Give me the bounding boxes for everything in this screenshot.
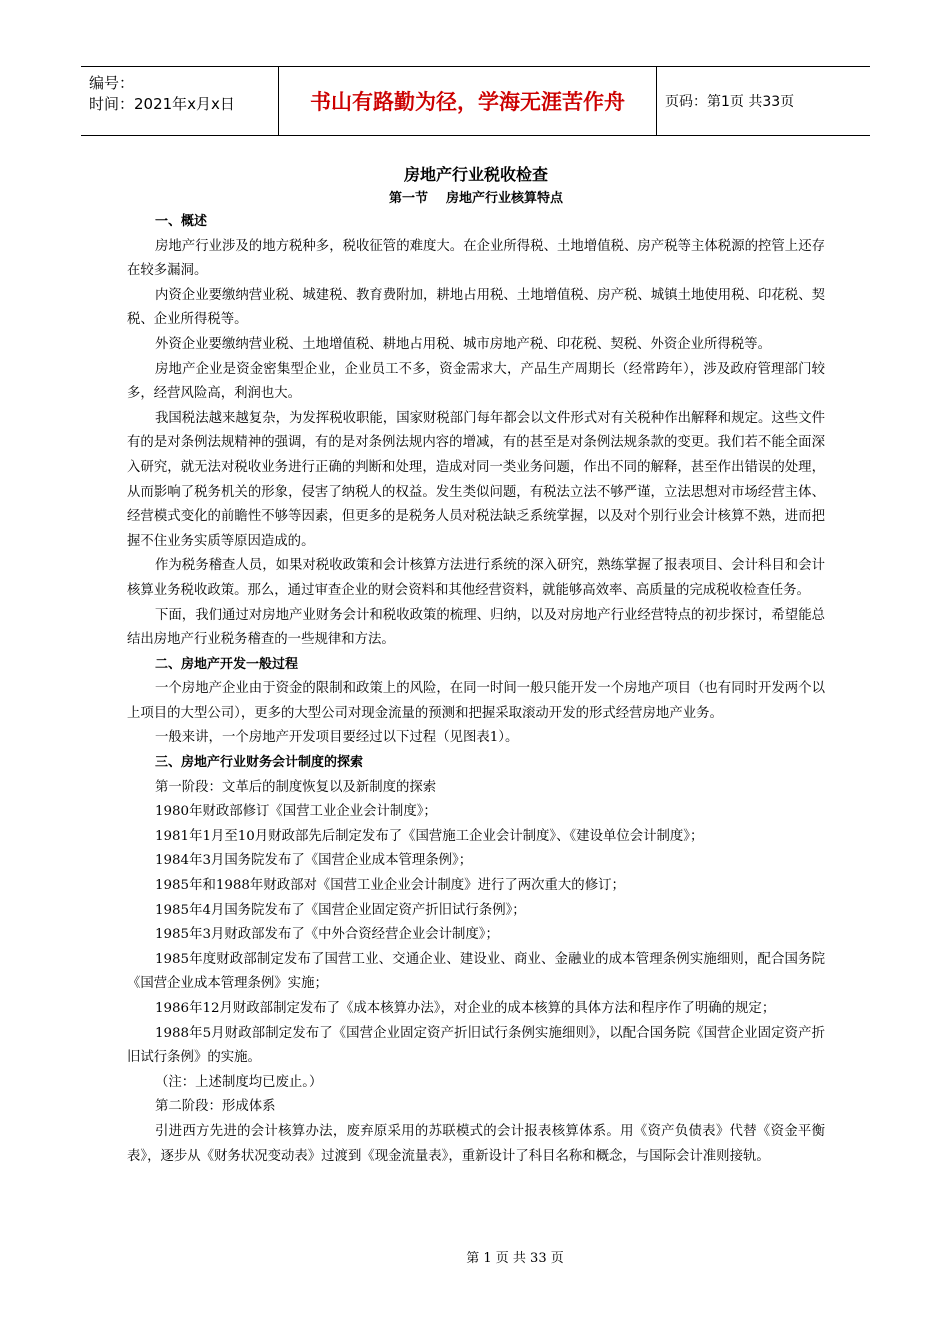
paragraph: 第二阶段：形成体系 xyxy=(155,1099,276,1115)
paragraph: （注：上述制度均已废止。） xyxy=(155,1074,323,1090)
paragraph: 1985年和1988年财政部对《国营工业企业会计制度》进行了两次重大的修订； xyxy=(155,878,625,894)
paragraph: 房地产企业是资金密集型企业，企业员工不多，资金需求大，产品生产周期长（经常跨年），涉及政府管理部门较多，经营风险高，利润也大。 xyxy=(127,361,825,402)
heading-accounting-system: 三、房地产行业财务会计制度的探索 xyxy=(155,755,364,771)
paragraph: 我国税法越来越复杂，为发挥税收职能，国家财税部门每年都会以文件形式对有关税种作出解释和规定。这些文件有的是对条例法规精神的强调，有的是对条例法规内容的增减，有的甚至是对条例法规条款的变更。我们若不能全面深入研究，就无法对税收业务进行正确的判断和处理，造成对同一类业务问题，作出不同的解释，甚至作出错误的处理，从而影响了税务机关的形象，侵害了纳税人的权益。发生类似问题，有税法立法不够严谨，立法思想对市场经营主体、经营模式变化的前瞻性不够等因素，但更多的是税务人员对税法缺乏系统掌握，以及对个别行业会计核算不熟，进而把握不住业务实质等原因造成的。 xyxy=(127,410,825,549)
page-header xyxy=(81,66,870,136)
paragraph: 引进西方先进的会计核算办法，废弃原采用的苏联模式的会计报表核算体系。用《资产负债表》代替《资金平衡表》，逐步从《财务状况变动表》过渡到《现金流量表》，重新设计了科目名称和概念，与国际会计准则接轨。 xyxy=(127,1123,825,1164)
paragraph: 房地产行业涉及的地方税种多，税收征管的难度大。在企业所得税、土地增值税、房产税等主体税源的控管上还存在较多漏洞。 xyxy=(127,238,825,279)
paragraph: 1985年3月财政部发布了《中外合资经营企业会计制度》； xyxy=(155,927,499,943)
heading-overview: 一、概述 xyxy=(155,214,208,229)
header-motto: 书山有路勤为径，学海无涯苦作舟 xyxy=(279,67,657,135)
paragraph: 下面，我们通过对房地产业财务会计和税收政策的梳理、归纳，以及对房地产行业经营特点的初步探讨，希望能总结出房地产行业税务稽查的一些规律和方法。 xyxy=(127,607,825,648)
paragraph: 第一阶段：文革后的制度恢复以及新制度的探索 xyxy=(155,779,437,795)
paragraph: 外资企业要缴纳营业税、土地增值税、耕地占用税、城市房地产税、印花税、契税、外资企业所得税等。 xyxy=(155,336,771,352)
header-meta xyxy=(81,67,279,135)
paragraph: 1988年5月财政部制定发布了《国营企业固定资产折旧试行条例实施细则》，以配合国务院《国营企业固定资产折旧试行条例》的实施。 xyxy=(127,1025,825,1066)
paragraph: 1981年1月至10月财政部先后制定发布了《国营施工企业会计制度》、《建设单位会计制度》； xyxy=(155,828,704,844)
paragraph: 1986年12月财政部制定发布了《成本核算办法》，对企业的成本核算的具体方法和程序作了明确的规定； xyxy=(155,1001,776,1016)
paragraph: 一个房地产企业由于资金的限制和政策上的风险，在同一时间一般只能开发一个房地产项目（也有同时开发两个以上项目的大型公司），更多的大型公司对现金流量的预测和把握采取滚动开发的形式经营房地产业务。 xyxy=(127,681,825,721)
page-footer: 第 1 页 共 33 页 xyxy=(466,1251,564,1266)
heading-development-process: 二、房地产开发一般过程 xyxy=(155,656,299,672)
document-title: 房地产行业税收检查 xyxy=(403,165,548,184)
paragraph: 内资企业要缴纳营业税、城建税、教育费附加，耕地占用税、土地增值税、房产税、城镇土地使用税、印花税、契税、企业所得税等。 xyxy=(127,287,825,328)
document-body xyxy=(127,162,825,1169)
paragraph: 1980年财政部修订《国营工业企业会计制度》； xyxy=(155,804,437,820)
section-title: 第一节 房地产行业核算特点 xyxy=(388,191,564,206)
paragraph: 1985年度财政部制定发布了国营工业、交通企业、建设业、商业、金融业的成本管理条例实施细则，配合国务院《国营企业成本管理条例》实施； xyxy=(127,951,825,992)
paragraph: 作为税务稽查人员，如果对税收政策和会计核算方法进行系统的深入研究，熟练掌握了报表项目、会计科目和会计核算业务税收政策。那么，通过审查企业的财会资料和其他经营资料，就能够高效率、高质量的完成税收检查任务。 xyxy=(127,558,825,598)
paragraph: 一般来讲，一个房地产开发项目要经过以下过程（见图表1）。 xyxy=(155,730,519,746)
header-page-info: 页码：第1页 共33页 xyxy=(665,94,795,110)
document-date: 时间：2021年x月x日 xyxy=(89,95,235,113)
document-number-label: 编号： xyxy=(89,74,135,92)
paragraph: 1984年3月国务院发布了《国营企业成本管理条例》； xyxy=(155,853,473,869)
paragraph: 1985年4月国务院发布了《国营企业固定资产折旧试行条例》； xyxy=(155,902,526,918)
